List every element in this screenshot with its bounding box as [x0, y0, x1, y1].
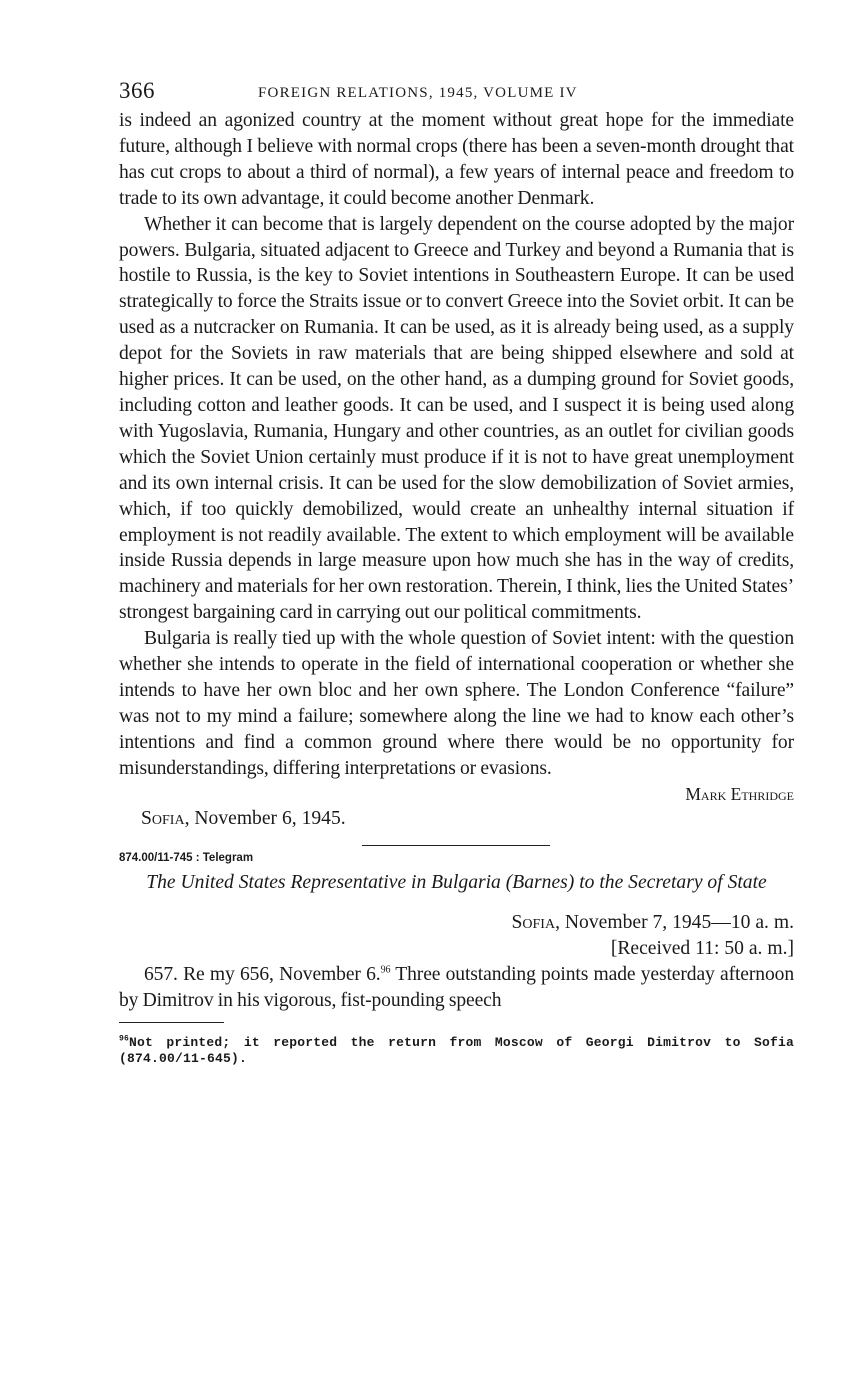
received-time: [Received 11: 50 a. m.]: [610, 938, 794, 960]
page-body: [119, 108, 794, 1014]
footnote-divider: [119, 1022, 224, 1023]
footnote-reference: 96: [380, 964, 391, 976]
dateline: [119, 910, 794, 936]
paragraph-1: is indeed an agonized country at the moment without great hope for the immediate future, although I believe with normal crops (there has been a seven-month drought that has cut crops to about a third of normal), a few years of internal peace and freedom to trade to its own advantage, it could become another Denmark.: [119, 110, 794, 209]
telegram-body: [119, 962, 794, 1014]
dateline-text: , November 7, 1945—10 a. m.: [555, 912, 794, 934]
footnote: [119, 1035, 794, 1067]
paragraph-3: Bulgaria is really tied up with the whole question of Soviet intent: with the question whether she intends to operate in the field of international cooperation or whether she intends to have her own bloc and her own sphere. The London Conference “failure” was not to my mind a failure; somewhere along the line we had to know each other’s intentions and find a common ground where there would be no opportunity for misunderstandings, differing interpretations or evasions.: [119, 628, 794, 779]
footnote-mark: 96: [119, 1034, 130, 1044]
document-page: [119, 78, 794, 1067]
place-date: [119, 806, 794, 832]
telegram-text-end: Three outstanding points made yesterday afternoon by Dimitrov in his vigorous, fist-pounding speech: [119, 964, 794, 1012]
place-date-text: , November 6, 1945.: [184, 807, 346, 829]
signature: Mark Ethridge: [685, 783, 794, 804]
telegram-text-start: 657. Re my 656, November 6.: [144, 964, 381, 986]
footnote-text: Not printed; it reported the return from Moscow of Georgi Dimitrov to Sofia (874.00/11-645).: [119, 1035, 794, 1067]
page-header: [119, 78, 794, 108]
dateline-place: Sofia: [511, 912, 556, 934]
page-number: 366: [119, 78, 155, 103]
document-title: The United States Representative in Bulgaria (Barnes) to the Secretary of State: [146, 872, 767, 894]
section-divider: [362, 845, 550, 846]
running-title: FOREIGN RELATIONS, 1945, VOLUME IV: [258, 85, 578, 101]
file-number: 874.00/11-745 : Telegram: [119, 852, 254, 865]
place-name: Sofia: [141, 807, 185, 829]
paragraph-2: Whether it can become that is largely dependent on the course adopted by the major powers. Bulgaria, situated adjacent to Greece and Turkey and beyond a Rumania that is hostile to Russia, is the key to Soviet intentions in Southeastern Europe. It can be used strategically to force the Straits issue or to convert Greece into the Soviet orbit. It can be used as a nutcracker on Rumania. It can be used, as it is already being used, as a supply depot for the Soviets in raw materials that are being shipped elsewhere and sold at higher prices. It can be used, on the other hand, as a dumping ground for Soviet goods, including cotton and leather goods. It can be used, and I suspect it is being used along with Yugoslavia, Rumania, Hungary and other countries, as an outlet for civilian goods which the Soviet Union certainly must produce if it is not to have great unemployment and its own internal crisis. It can be used for the slow demobilization of Soviet armies, which, if too quickly demobilized, would create an unhealthy internal situation if employment is not readily available. The extent to which employment will be available inside Russia depends in large measure upon how much she has in the way of credits, machinery and materials for her own restoration. Therein, I think, lies the United States’ strongest bargaining card in carrying out our political commitments.: [119, 213, 794, 624]
